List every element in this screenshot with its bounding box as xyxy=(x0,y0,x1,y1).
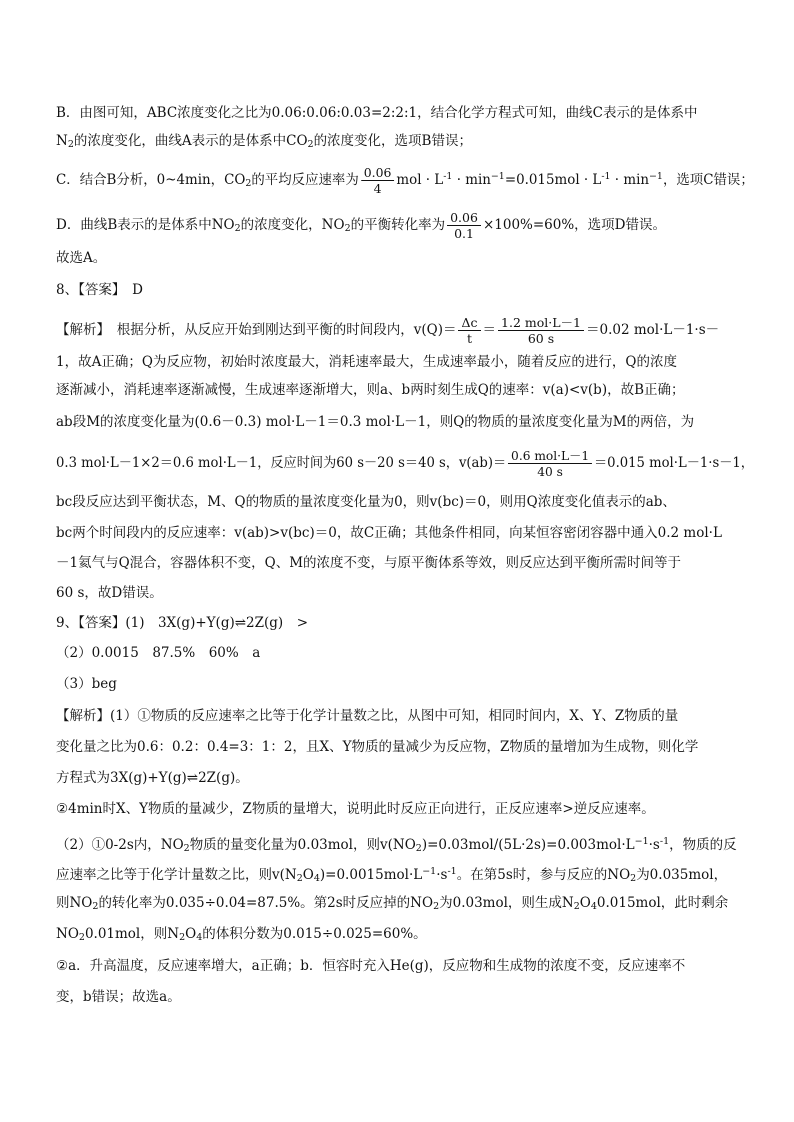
answer-9-part-2: （2）0.0015 87.5% 60% a xyxy=(56,645,261,661)
option-d-line: D．曲线B表示的是体系中$NO_2$的浓度变化，$NO_2$的平衡转化率为 $\frac{0.06}{0.1}$ ×100%=60%，选项D错误。 xyxy=(56,210,667,241)
analysis-9-line-5: （2）①0-2s内，$NO_2$物质的量变化量为0.03mol，则$v(NO_2)=0.03mol/(5L\cdot 2s)=0.003mol\cdot L^{-1}\cdot s^{-1}$，物质的反 xyxy=(56,836,737,854)
analysis-8-line-6: bc段反应达到平衡状态，M、Q的物质的量浓度变化量为0，则v(bc)＝0，则用Q浓度变化值表示的ab、 xyxy=(56,494,676,510)
analysis-9-line-2: 变化量之比为0.6：0.2：0.4=3：1：2，且X、Y物质的量减少为反应物，Z物质的量增加为生成物，则化学 xyxy=(56,739,699,755)
answer-9-part-1: 9、【答案】(1) 3X(g)+Y(g)⇌2Z(g) > xyxy=(56,615,309,631)
option-b-line-1: B．由图可知，ABC浓度变化之比为0.06:0.06:0.03=2:2:1，结合化学方程式可知，曲线C表示的是体系中 xyxy=(56,105,698,121)
analysis-8-line-9: 60 s，故D错误。 xyxy=(56,585,163,601)
analysis-9-line-7: 则$NO_2$的转化率为0.035÷0.04=87.5%。第2s时反应掉的$NO_2$为0.03mol，则生成$N_2O_40.015mol$，此时剩余 xyxy=(56,895,729,912)
analysis-8-line-8: －1氦气与Q混合，容器体积不变，Q、M的浓度不变，与原平衡体系等效，则反应达到平衡所需时间等于 xyxy=(56,555,682,571)
choose-a-line: 故选A。 xyxy=(56,250,107,266)
analysis-9-line-8: $NO_20.01mol$，则$N_2O_4$的体积分数为0.015÷0.025=60%。 xyxy=(56,926,427,943)
analysis-9-line-6: 应速率之比等于化学计量数之比，则$v(N_2O_4)=0.0015mol\cdot L^{-1}\cdot s^{-1}$。在第5s时，参与反应的$NO_2$为0.035mol， xyxy=(56,866,728,884)
option-c-line: C．结合B分析，0~4min，$CO_2$的平均反应速率为 $\frac{0.06}{4}$ mol · $L^{-1} \cdot \min^{-1}=0.015mol \cdot L^{-1} \cdot \min^{-1}$，选项C错误； xyxy=(56,165,754,196)
analysis-9-line-1: 【解析】(1）①物质的反应速率之比等于化学计量数之比，从图中可知，相同时间内，X、Y、Z物质的量 xyxy=(56,708,679,724)
q-rate-fraction: $\frac{\text{1.2 mol·L－1}}{60 s}$ xyxy=(498,315,584,346)
answer-8: 8、【答案】 D xyxy=(56,282,143,298)
delta-c-fraction: $\frac{\Delta c}{t}$ xyxy=(458,315,480,346)
analysis-9-line-9: ②a．升高温度，反应速率增大，a正确；b．恒容时充入He(g)，反应物和生成物的浓度不变，反应速率不 xyxy=(56,958,686,974)
option-b-line-2: $N_2$的浓度变化，曲线A表示的是体系中$CO_2$的浓度变化，选项B错误； xyxy=(56,133,472,150)
conversion-fraction: $\frac{0.06}{0.1}$ xyxy=(447,210,481,241)
rate-fraction: $\frac{0.06}{4}$ xyxy=(361,165,395,196)
analysis-8-line-2: 1，故A正确；Q为反应物，初始时浓度最大，消耗速率最大，生成速率最小，随着反应的进行，Q的浓度 xyxy=(56,354,677,370)
analysis-9-line-3: 方程式为3X(g)+Y(g)⇌2Z(g)。 xyxy=(56,770,249,786)
answer-9-part-3: （3）beg xyxy=(56,676,117,692)
analysis-9-line-4: ②4min时X、Y物质的量减少，Z物质的量增大，说明此时反应正向进行，正反应速率>逆反应速率。 xyxy=(56,801,655,817)
analysis-8-line-4: ab段M的浓度变化量为(0.6－0.3) mol·L－1＝0.3 mol·L－1，则Q的物质的量浓度变化量为M的两倍，为 xyxy=(56,414,695,430)
ab-rate-fraction: $\frac{\text{0.6 mol·L－1}}{40 s}$ xyxy=(508,448,592,479)
analysis-8-line-5: 0.3 mol·L－1×2＝0.6 mol·L－1，反应时间为60 s－20 s＝40 s，v(ab)＝ $\frac{\text{0.6 mol·L－1}}{40 s}$ ＝0.015 mol·L－1·s－1， xyxy=(56,448,754,479)
analysis-8-line-3: 逐渐减小，消耗速率逐渐减慢，生成速率逐渐增大，则a、b两时刻生成Q的速率：v(a)<v(b)，故B正确； xyxy=(56,382,685,398)
analysis-8-line-7: bc两个时间段内的反应速率：v(ab)>v(bc)＝0，故C正确；其他条件相同，向某恒容密闭容器中通入0.2 mol·L xyxy=(56,525,722,541)
analysis-8-line-1: 【解析】 根据分析，从反应开始到刚达到平衡的时间段内，v(Q)＝ $\frac{\Delta c}{t}$ ＝ $\frac{\text{1.2 mol·L－1}}{60 s}$ ＝0.02 mol·L－1·s－ xyxy=(56,315,720,346)
analysis-9-line-10: 变，b错误；故选a。 xyxy=(56,989,181,1005)
